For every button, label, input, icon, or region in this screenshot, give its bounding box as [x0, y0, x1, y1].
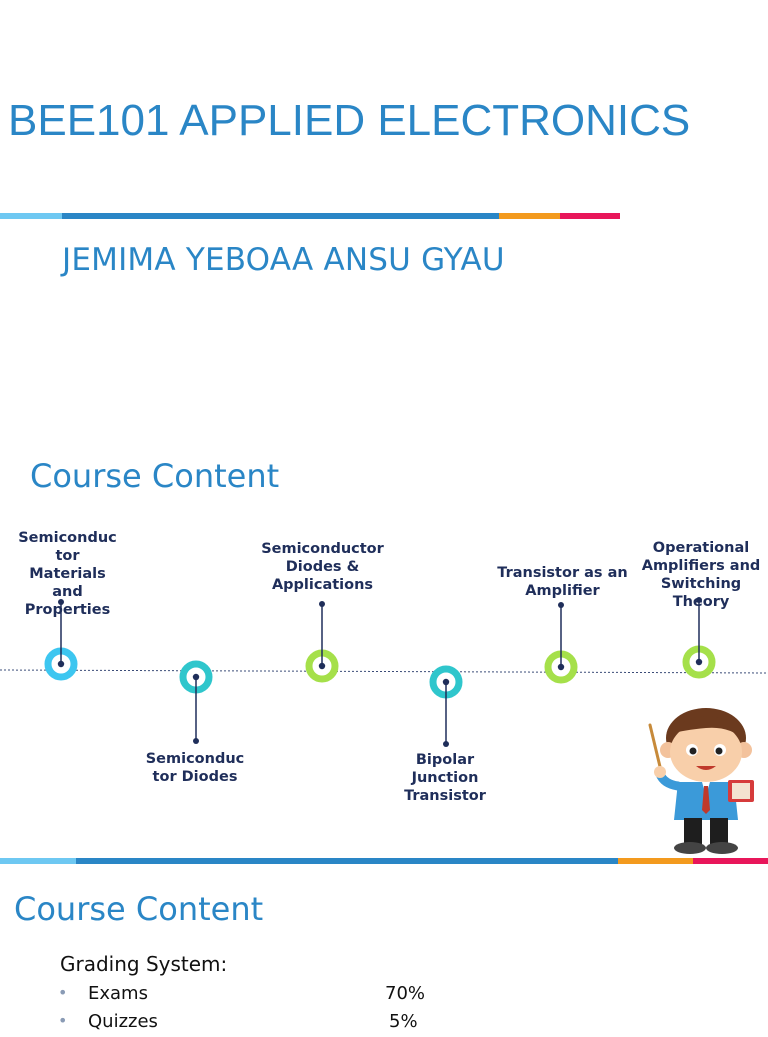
- timeline-label: Operational Amplifiers and Switching Theory: [641, 540, 761, 610]
- timeline-connector-end: [319, 601, 325, 607]
- slide-title: BEE101 APPLIED ELECTRONICS: [8, 96, 691, 145]
- accent-bar-orange: [499, 213, 560, 219]
- accent-bar-pink: [560, 213, 620, 219]
- grading-row-quizzes: [58, 1011, 458, 1037]
- timeline-node-dot: [443, 679, 449, 685]
- grading-item-name: Quizzes: [88, 1011, 158, 1032]
- timeline-connector-end: [558, 602, 564, 608]
- timeline-label: Bipolar Junction Transistor: [404, 752, 486, 804]
- timeline-label: Semiconduc tor Materials and Properties: [18, 530, 117, 618]
- grading-item-percent: 70%: [385, 983, 426, 1004]
- grading-row-exams: [58, 983, 458, 1009]
- accent-bar-blue: [62, 213, 499, 219]
- author-name: JEMIMA YEBOAA ANSU GYAU: [62, 242, 505, 278]
- divider-bar-light-blue: [0, 858, 76, 864]
- grading-heading: Grading System:: [60, 952, 228, 976]
- accent-bar-light-blue: [0, 213, 62, 219]
- timeline-node-dot: [193, 674, 199, 680]
- course-content-title: Course Content: [30, 457, 280, 495]
- grading-item-name: Exams: [88, 983, 148, 1004]
- bullet-icon: •: [58, 1011, 68, 1030]
- timeline-node-dot: [558, 664, 564, 670]
- timeline-node-2: [183, 664, 209, 744]
- bullet-icon: •: [58, 983, 68, 1002]
- timeline-connector-end: [443, 741, 449, 747]
- timeline-node-4: [433, 669, 459, 747]
- timeline-connector-end: [193, 738, 199, 744]
- timeline-node-dot: [696, 659, 702, 665]
- divider-bar-pink: [693, 858, 768, 864]
- timeline-node-dot: [58, 661, 64, 667]
- timeline-label: Semiconduc tor Diodes: [145, 751, 245, 785]
- timeline-label: Transistor as an Amplifier: [497, 565, 628, 599]
- timeline-node-5: [548, 602, 574, 680]
- timeline-node-dot: [319, 663, 325, 669]
- teacher-illustration: [640, 700, 760, 860]
- grading-slide-title: Course Content: [14, 890, 264, 928]
- timeline-node-3: [309, 601, 335, 679]
- divider-bar-orange: [618, 858, 693, 864]
- grading-item-percent: 5%: [389, 1011, 418, 1032]
- timeline-label: Semiconductor Diodes & Applications: [261, 541, 384, 593]
- divider-bar-blue: [76, 858, 618, 864]
- timeline-axis: [0, 670, 768, 673]
